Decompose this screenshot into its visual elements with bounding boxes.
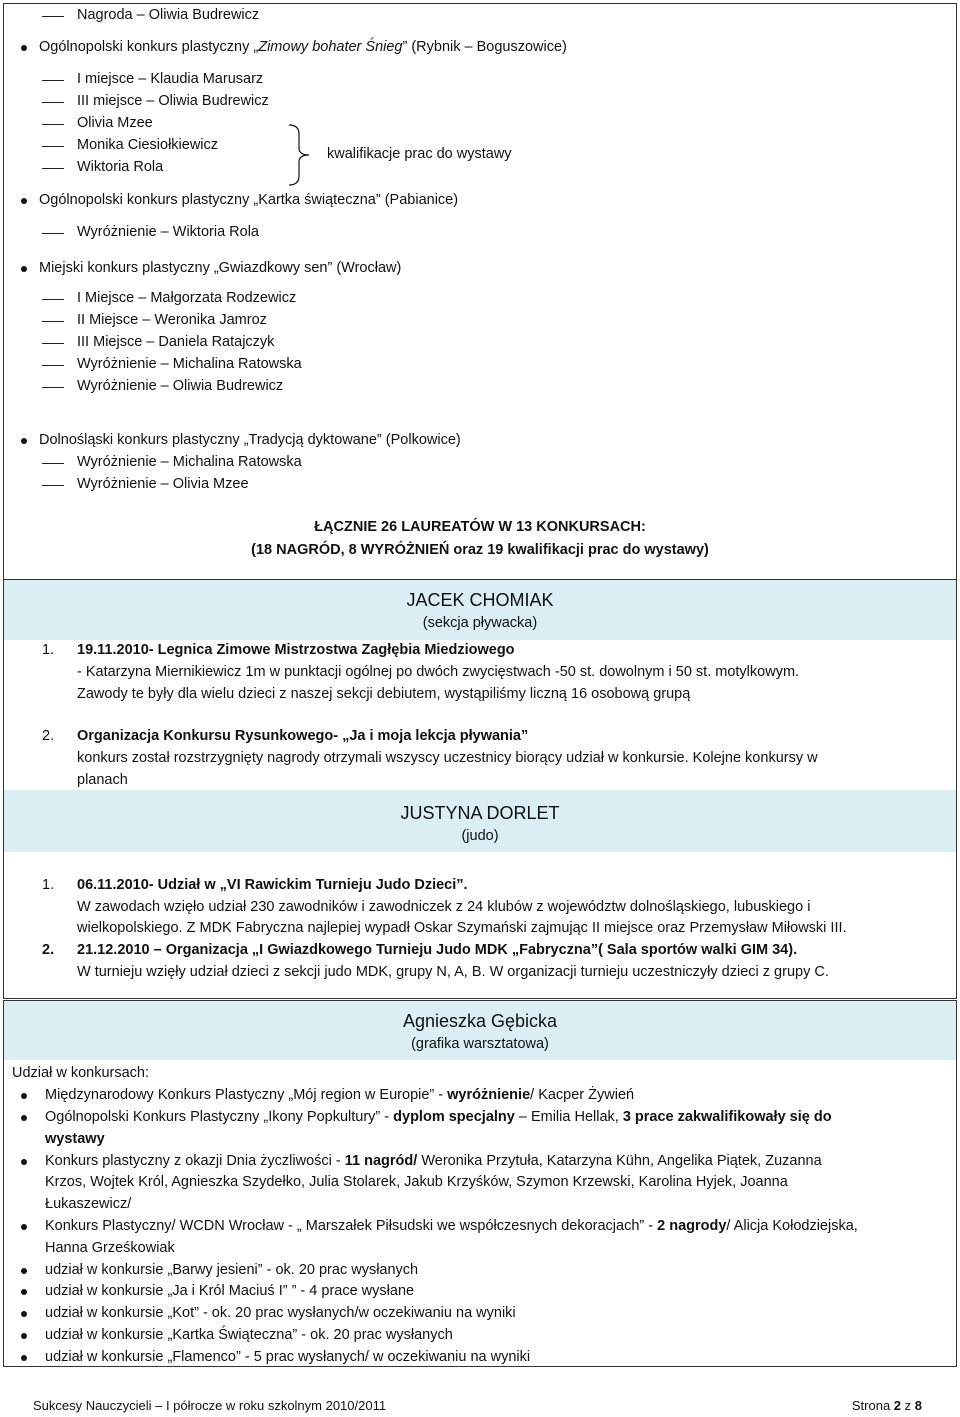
teacher-name: Agnieszka Gębicka — [402, 1011, 558, 1031]
footer-page-number: Strona 2 z 8 — [851, 1398, 922, 1413]
dash-marker — [42, 343, 64, 344]
dash-marker — [42, 485, 64, 486]
bullet-marker — [21, 438, 27, 444]
teacher-section: (grafika warsztatowa) — [411, 1036, 549, 1052]
dash-marker — [42, 124, 64, 125]
teacher-name: JUSTYNA DORLET — [400, 803, 560, 823]
contest-entry: udział w konkursie „Kot” - ok. 20 prac wysłanych/w oczekiwaniu na wyniki — [45, 1305, 516, 1321]
item-text: W turnieju wzięły udział dzieci z sekcji judo MDK, grupy N, A, B. W organizacji turnieju uczestniczyły dzieci z grupy C. — [77, 964, 829, 980]
contest-entry: Konkurs plastyczny z okazji Dnia życzliwości - 11 nagród/ Weronika Przytuła, Katarzyna Kühn, Angelika Piątek, Zuzanna — [45, 1153, 822, 1169]
bullet-marker — [21, 266, 27, 272]
list-item: II Miejsce – Weronika Jamroz — [77, 312, 267, 328]
item-number: 1. — [42, 877, 55, 893]
dash-marker — [42, 233, 64, 234]
bullet-marker — [21, 1333, 27, 1339]
bullet-marker — [21, 1289, 27, 1295]
footer-title: Sukcesy Nauczycieli – I półrocze w roku szkolnym 2010/2011 — [33, 1398, 387, 1413]
item-title: 21.12.2010 – Organizacja „I Gwiazdkowego Turnieju Judo MDK „Fabryczna”( Sala sportów walki GIM 34). — [77, 942, 798, 958]
item-text: konkurs został rozstrzygnięty nagrody otrzymali wszyscy uczestnicy biorący udział w konkursie. Kolejne konkursy w — [77, 750, 818, 766]
item-text: wielkopolskiego. Z MDK Fabryczna najlepiej wypadł Oskar Szymański zajmując II miejsce oraz Przemysław Miłowski III. — [77, 920, 847, 936]
bullet-marker — [21, 1355, 27, 1361]
dash-marker — [42, 463, 64, 464]
contest-title: Ogólnopolski konkurs plastyczny „Kartka świąteczna” (Pabianice) — [39, 192, 459, 208]
contest-entry-cont: wystawy — [45, 1131, 105, 1147]
contest-entry: udział w konkursie „Barwy jesieni” - ok. 20 prac wysłanych — [45, 1262, 419, 1278]
teacher-section: (sekcja pływacka) — [422, 615, 538, 631]
dash-marker — [42, 321, 64, 322]
brace-label: kwalifikacje prac do wystawy — [327, 146, 512, 162]
list-item: I miejsce – Klaudia Marusarz — [77, 71, 264, 87]
bullet-marker — [21, 1115, 27, 1121]
dash-marker — [42, 168, 64, 169]
contest-entry: udział w konkursie „Ja i Król Maciuś I” ” - 4 prace wysłane — [45, 1283, 415, 1299]
dash-marker — [42, 299, 64, 300]
bullet-marker — [21, 1311, 27, 1317]
list-item: III miejsce – Oliwia Budrewicz — [77, 93, 269, 109]
summary-line-1: ŁĄCZNIE 26 LAUREATÓW W 13 KONKURSACH: — [314, 519, 646, 535]
item-title: Organizacja Konkursu Rysunkowego- „Ja i moja lekcja pływania” — [77, 728, 529, 744]
summary-line-2: (18 NAGRÓD, 8 WYRÓŻNIEŃ oraz 19 kwalifikacji prac do wystawy) — [251, 542, 709, 558]
contest-entry-cont: Łukaszewicz/ — [45, 1196, 132, 1212]
item-number: 2. — [42, 942, 55, 958]
contest-entry-cont: Krzos, Wojtek Król, Agnieszka Szydełko, Julia Stolarek, Jakub Krzyśków, Szymon Krzewski, Karolina Hyjek, Joanna — [45, 1174, 788, 1190]
list-item: Wyróżnienie – Michalina Ratowska — [77, 454, 302, 470]
dash-marker — [42, 365, 64, 366]
contest-entry-cont: Hanna Grześkowiak — [45, 1240, 175, 1256]
dash-marker — [42, 146, 64, 147]
list-item: Nagroda – Oliwia Budrewicz — [77, 7, 260, 23]
list-item: I Miejsce – Małgorzata Rodzewicz — [77, 290, 297, 306]
bullet-marker — [21, 1093, 27, 1099]
item-number: 2. — [42, 728, 55, 744]
dash-marker — [42, 80, 64, 81]
item-text: W zawodach wzięło udział 230 zawodników i zawodniczek z 24 klubów z województw dolnośląskiego, lubuskiego i — [77, 899, 811, 915]
list-item: Wyróżnienie – Oliwia Budrewicz — [77, 378, 284, 394]
item-title: 06.11.2010- Udział w „VI Rawickim Turnieju Judo Dzieci”. — [77, 877, 468, 893]
contest-title: Ogólnopolski konkurs plastyczny „Zimowy bohater Śnieg” (Rybnik – Boguszowice) — [39, 39, 567, 55]
contest-entry: Międzynarodowy Konkurs Plastyczny „Mój region w Europie” - wyróżnienie/ Kacper Żywień — [45, 1087, 635, 1103]
contest-entry: Ogólnopolski Konkurs Plastyczny „Ikony Popkultury” - dyplom specjalny – Emilia Hellak, 3 prace zakwalifikowały się do — [45, 1109, 832, 1125]
contest-title: Miejski konkurs plastyczny „Gwiazdkowy sen” (Wrocław) — [39, 260, 402, 276]
teacher-name: JACEK CHOMIAK — [406, 590, 554, 610]
dash-marker — [42, 16, 64, 17]
list-item: Wyróżnienie – Olivia Mzee — [77, 476, 249, 492]
bullet-marker — [21, 1159, 27, 1165]
item-text: - Katarzyna Miernikiewicz 1m w punktacji ogólnej po dwóch zwycięstwach -50 st. dowolnym i 50 st. motylkowym. — [77, 664, 800, 680]
contest-entry: udział w konkursie „Kartka Świąteczna” - ok. 20 prac wysłanych — [45, 1327, 453, 1343]
item-text: planach — [77, 772, 128, 788]
dash-marker — [42, 102, 64, 103]
list-item: Olivia Mzee — [77, 115, 153, 131]
dash-marker — [42, 387, 64, 388]
contest-title: Dolnośląski konkurs plastyczny „Tradycją dyktowane” (Polkowice) — [39, 432, 461, 448]
item-number: 1. — [42, 642, 55, 658]
contest-entry: udział w konkursie „Flamenco” - 5 prac wysłanych/ w oczekiwaniu na wyniki — [45, 1349, 531, 1365]
contest-entry: Konkurs Plastyczny/ WCDN Wrocław - „ Marszałek Piłsudski we współczesnych dekoracjach” - 2 nagrody/ Alicja Kołodziejska, — [45, 1218, 858, 1234]
teacher-section: (judo) — [461, 828, 499, 844]
list-item: Wyróżnienie – Michalina Ratowska — [77, 356, 302, 372]
list-item: III Miejsce – Daniela Ratajczyk — [77, 334, 275, 350]
list-item: Wyróżnienie – Wiktoria Rola — [77, 224, 259, 240]
item-text: Zawody te były dla wielu dzieci z naszej sekcji debiutem, wystąpiliśmy liczną 16 osobową grupą — [77, 686, 691, 702]
bullet-marker — [21, 1268, 27, 1274]
bullet-marker — [21, 45, 27, 51]
item-title: 19.11.2010- Legnica Zimowe Mistrzostwa Zagłębia Miedziowego — [77, 642, 515, 658]
list-item: Monika Ciesiołkiewicz — [77, 137, 219, 153]
bullet-marker — [21, 1224, 27, 1230]
right-brace-icon — [287, 124, 311, 186]
intro-text: Udział w konkursach: — [12, 1065, 149, 1081]
list-item: Wiktoria Rola — [77, 159, 164, 175]
bullet-marker — [21, 198, 27, 204]
